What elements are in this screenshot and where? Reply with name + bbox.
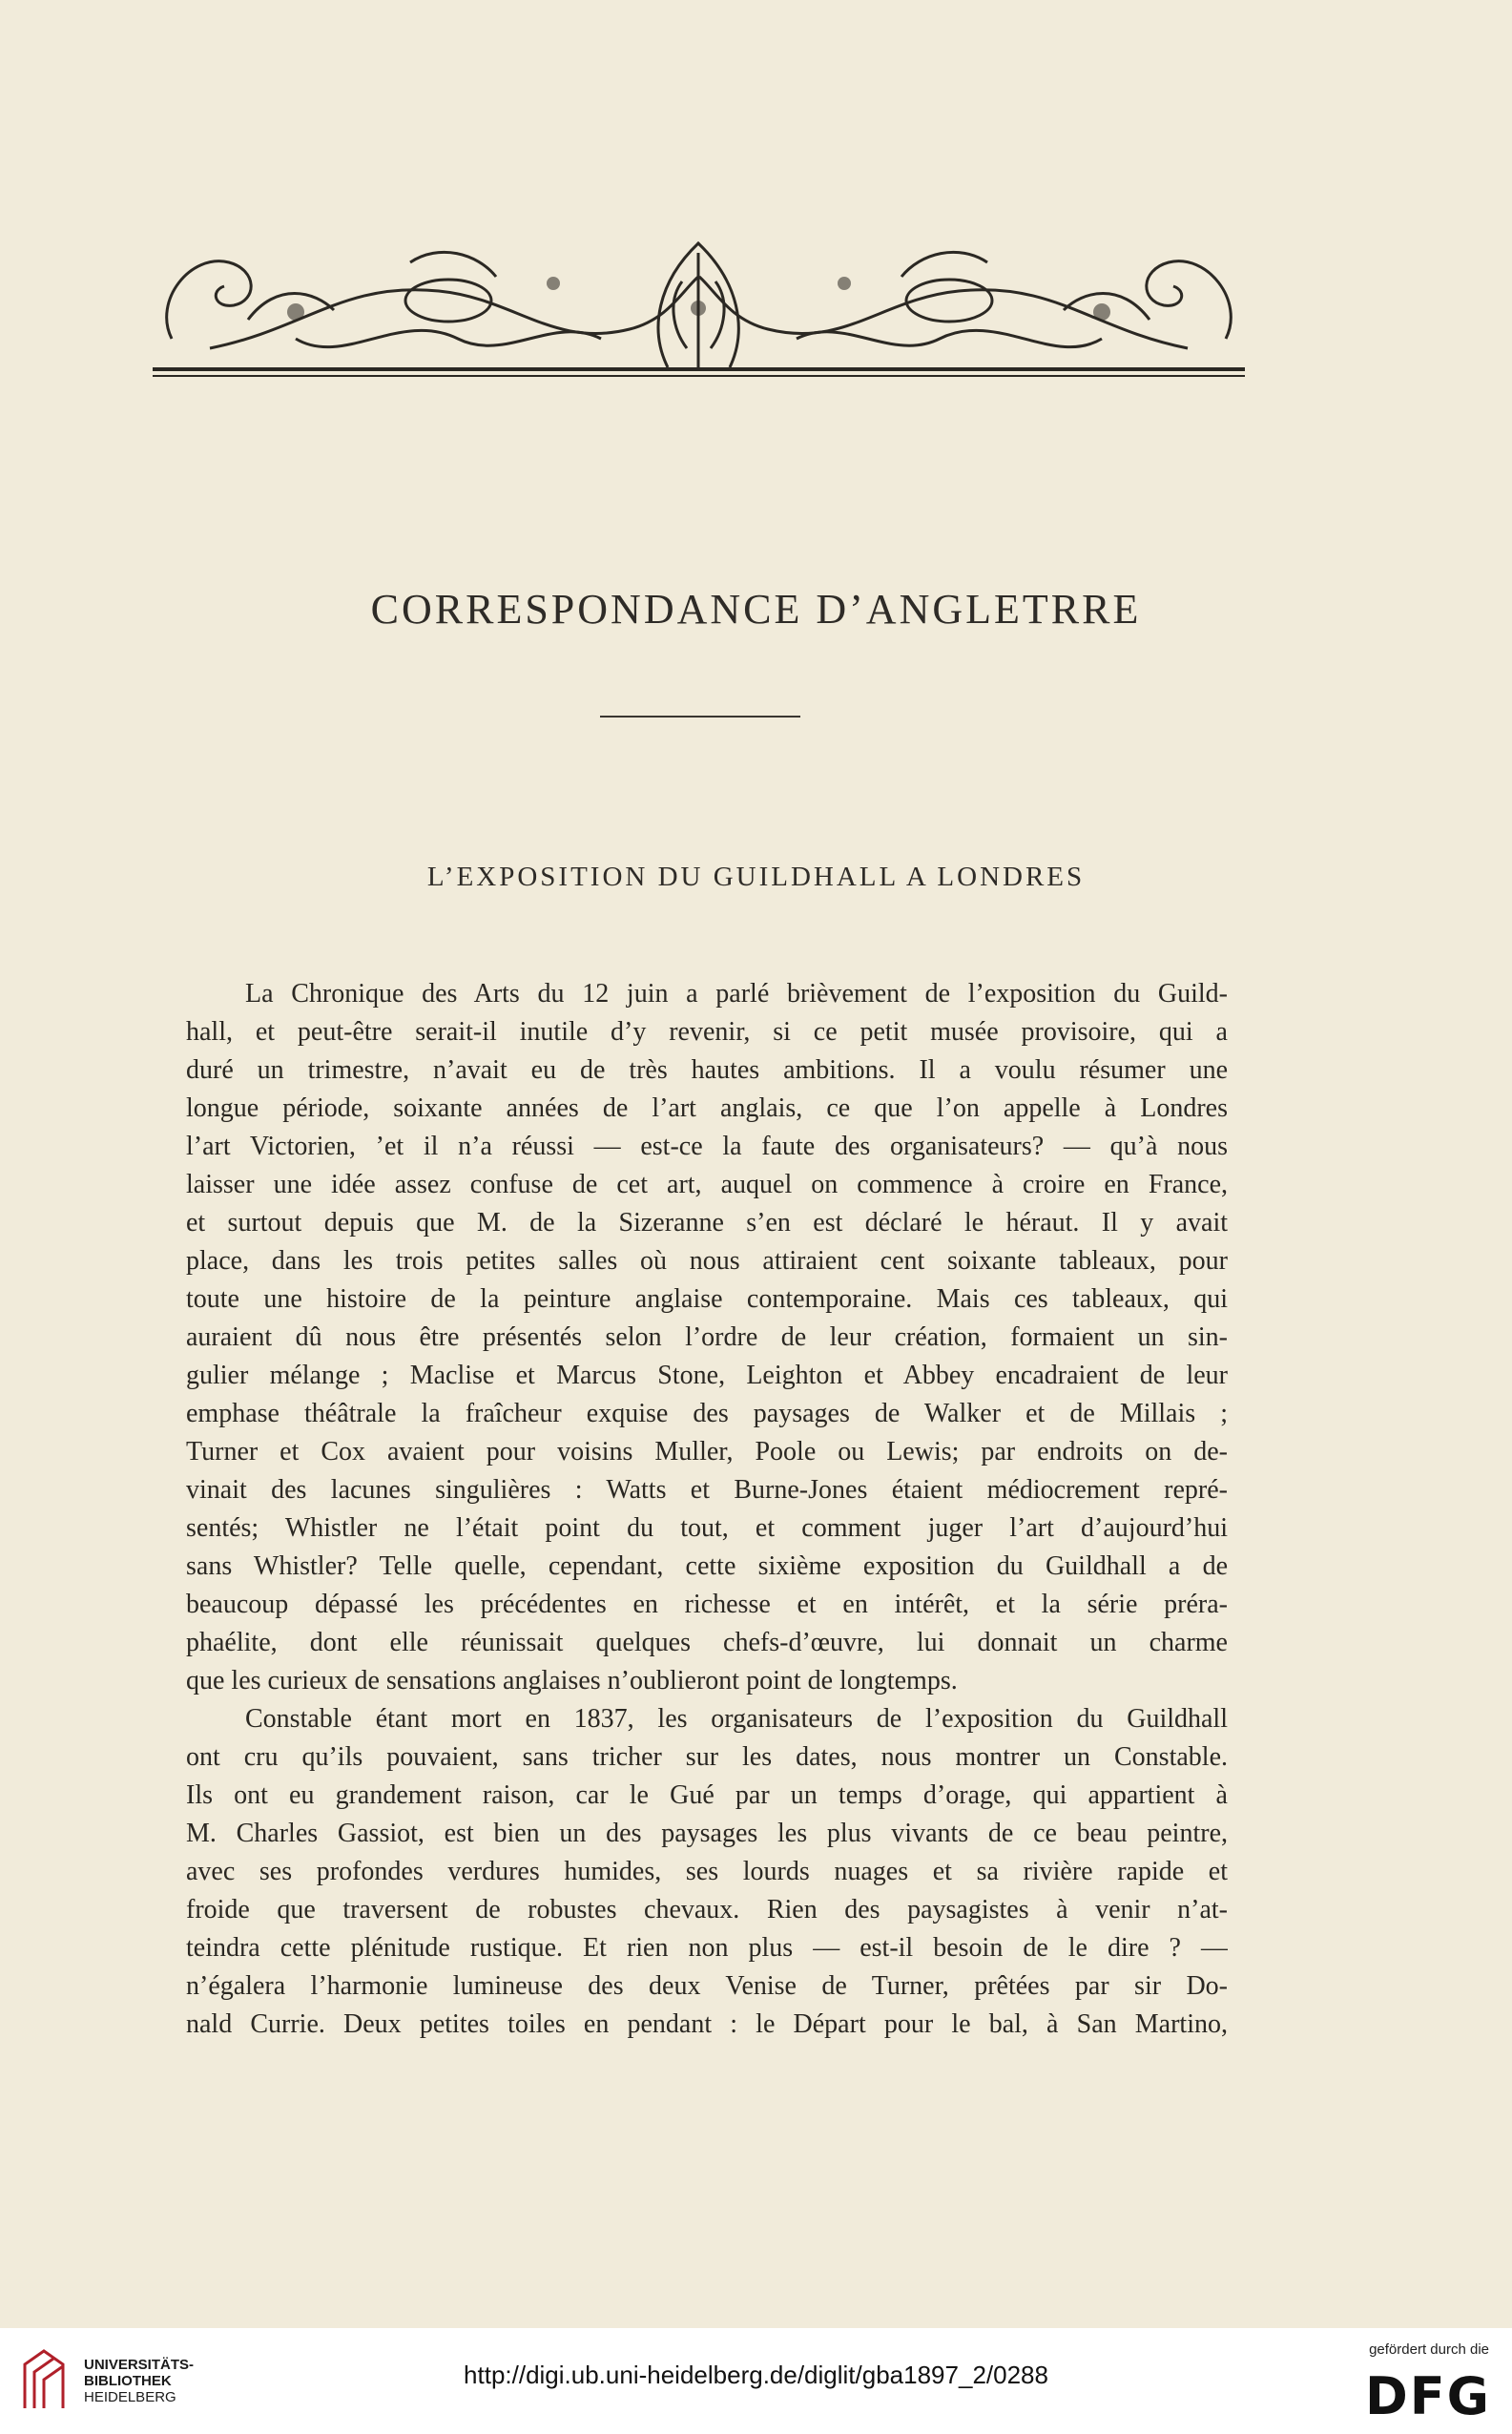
text-line: auraient dû nous être présentés selon l’ordre de leur création, formaient un sin- bbox=[186, 1322, 1228, 1352]
text-line: froide que traversent de robustes chevaux. Rien des paysagistes à venir n’at- bbox=[186, 1895, 1228, 1924]
text-line: beaucoup dépassé les précédentes en richesse et en intérêt, et la série préra- bbox=[186, 1590, 1228, 1619]
decorative-headpiece bbox=[153, 224, 1245, 382]
article-body bbox=[186, 975, 1228, 2044]
text-line: La Chronique des Arts du 12 juin a parlé brièvement de l’exposition du Guild- bbox=[245, 979, 1228, 1009]
library-name-line: UNIVERSITÄTS- bbox=[84, 2357, 195, 2373]
text-line: toute une histoire de la peinture anglaise contemporaine. Mais ces tableaux, qui bbox=[186, 1284, 1228, 1314]
library-name-line: BIBLIOTHEK bbox=[84, 2373, 172, 2389]
dfg-logo: DFG bbox=[1364, 2366, 1491, 2426]
text-line: emphase théâtrale la fraîcheur exquise des paysages de Walker et de Millais ; bbox=[186, 1399, 1228, 1428]
page-title: CORRESPONDANCE D’ANGLETRRE bbox=[370, 586, 1142, 633]
text-line: Ils ont eu grandement raison, car le Gué par un temps d’orage, qui appartient à bbox=[186, 1780, 1228, 1810]
text-line: gulier mélange ; Maclise et Marcus Stone, Leighton et Abbey encadraient de leur bbox=[186, 1361, 1228, 1390]
text-line: place, dans les trois petites salles où nous attiraient cent soixante tableaux, pour bbox=[186, 1246, 1228, 1276]
text-line: Turner et Cox avaient pour voisins Muller, Poole ou Lewis; par endroits on de- bbox=[186, 1437, 1228, 1467]
text-line: que les curieux de sensations anglaises n’oublieront point de longtemps. bbox=[186, 1666, 958, 1695]
text-line: phaélite, dont elle réunissait quelques chefs-d’œuvre, lui donnait un charme bbox=[186, 1628, 1228, 1657]
text-line: ont cru qu’ils pouvaient, sans tricher sur les dates, nous montrer un Constable. bbox=[186, 1742, 1228, 1772]
text-line: Constable étant mort en 1837, les organisateurs de l’exposition du Guildhall bbox=[245, 1704, 1228, 1734]
text-line: longue période, soixante années de l’art anglais, ce que l’on appelle à Londres bbox=[186, 1093, 1228, 1123]
text-line: M. Charles Gassiot, est bien un des paysages les plus vivants de ce beau peintre, bbox=[186, 1819, 1228, 1848]
text-line: hall, et peut-être serait-il inutile d’y revenir, si ce petit musée provisoire, qui a bbox=[186, 1017, 1228, 1047]
text-line: laisser une idée assez confuse de cet art, auquel on commence à croire en France, bbox=[186, 1170, 1228, 1199]
text-line: sentés; Whistler ne l’était point du tout, et comment juger l’art d’aujourd’hui bbox=[186, 1513, 1228, 1543]
text-line: sans Whistler? Telle quelle, cependant, cette sixième exposition du Guildhall a de bbox=[186, 1551, 1228, 1581]
text-line: n’égalera l’harmonie lumineuse des deux Venise de Turner, prêtées par sir Do- bbox=[186, 1971, 1228, 2001]
text-line: nald Currie. Deux petites toiles en pendant : le Départ pour le bal, à San Martino, bbox=[186, 2009, 1228, 2039]
text-line: duré un trimestre, n’avait eu de très hautes ambitions. Il a voulu résumer une bbox=[186, 1055, 1228, 1085]
section-subtitle: L’EXPOSITION DU GUILDHALL A LONDRES bbox=[426, 862, 1086, 892]
title-divider bbox=[600, 716, 800, 718]
text-line: avec ses profondes verdures humides, ses lourds nuages et sa rivière rapide et bbox=[186, 1857, 1228, 1886]
text-line: teindra cette plénitude rustique. Et rien non plus — est-il besoin de le dire ? — bbox=[186, 1933, 1228, 1963]
funded-by-label: gefördert durch die bbox=[1369, 2341, 1489, 2358]
text-line: vinait des lacunes singulières : Watts et Burne-Jones étaient médiocrement repré- bbox=[186, 1475, 1228, 1505]
library-name-line: HEIDELBERG bbox=[84, 2389, 176, 2405]
text-line: l’art Victorien, ’et il n’a réussi — est-ce la faute des organisateurs? — qu’à nous bbox=[186, 1132, 1228, 1161]
text-line: et surtout depuis que M. de la Sizeranne s’en est déclaré le héraut. Il y avait bbox=[186, 1208, 1228, 1238]
digitization-footer bbox=[0, 2328, 1512, 2434]
source-url-link[interactable]: http://digi.ub.uni-heidelberg.de/diglit/gba1897_2/0288 bbox=[464, 2361, 1048, 2389]
